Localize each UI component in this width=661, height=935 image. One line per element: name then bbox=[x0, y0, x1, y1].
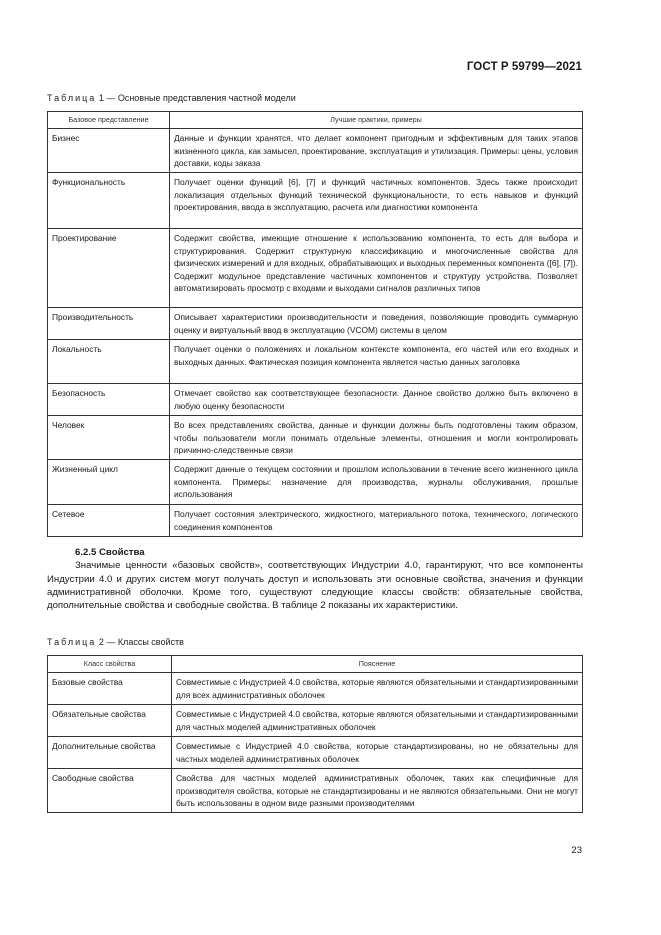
table2-row-desc: Совместимые с Индустрией 4.0 свойства, которые являются обязательными и стандартизированными для частных моделей административных оболочек bbox=[172, 705, 583, 737]
table2-col-header-class: Класс свойства bbox=[48, 656, 172, 673]
table1-row-name: Человек bbox=[48, 416, 170, 460]
table1-row-name: Бизнес bbox=[48, 129, 170, 173]
table2-header-row bbox=[48, 656, 583, 673]
table2-col-header-explanation: Пояснение bbox=[172, 656, 583, 673]
table-row bbox=[48, 673, 583, 705]
table1-col-header-practices: Лучшие практики, примеры bbox=[170, 112, 583, 129]
document-standard-number: ГОСТ Р 59799—2021 bbox=[466, 61, 582, 73]
table-basic-representations bbox=[47, 111, 583, 537]
table1-caption bbox=[47, 93, 296, 103]
table-row bbox=[48, 229, 583, 308]
table1-row-name: Безопасность bbox=[48, 384, 170, 416]
table-row bbox=[48, 416, 583, 460]
table-row bbox=[48, 173, 583, 229]
table-property-classes bbox=[47, 655, 583, 813]
table2-caption bbox=[47, 637, 184, 647]
table1-row-name: Сетевое bbox=[48, 505, 170, 537]
table-row bbox=[48, 460, 583, 505]
table-row bbox=[48, 384, 583, 416]
table-row bbox=[48, 340, 583, 384]
section-properties bbox=[47, 546, 583, 612]
table1-row-name: Производительность bbox=[48, 308, 170, 340]
table1-col-header-representation: Базовое представление bbox=[48, 112, 170, 129]
page-number: 23 bbox=[571, 845, 582, 856]
table1-row-desc: Содержит данные о текущем состоянии и прошлом использовании в течение всего жизненного цикла компонента. Примеры: назначение для производства, журналы обслуживания, прошлые использования bbox=[170, 460, 583, 505]
table1-header-row bbox=[48, 112, 583, 129]
table-row bbox=[48, 737, 583, 769]
table1-row-name: Функциональность bbox=[48, 173, 170, 229]
table-row bbox=[48, 308, 583, 340]
table-row bbox=[48, 769, 583, 813]
table1-row-desc: Данные и функции хранятся, что делает компонент пригодным и эффективным для таких этапов жизненного цикла, как замысел, проектирование, эксплуатация и утилизация. Примеры: цены, условия доставки, коды заказа bbox=[170, 129, 583, 173]
section-paragraph: Значимые ценности «базовых свойств», соответствующих Индустрии 4.0, гарантируют, что все компоненты Индустрии 4.0 и других систем могут получать доступ и использовать эти основные свойства, значения и функции административной оболочки. Кроме того, существуют следующие классы свойств: обязательные свойства, дополнительные свойства и свободные свойства. В таблице 2 показаны их характеристики. bbox=[47, 560, 583, 612]
table2-row-name: Обязательные свойства bbox=[48, 705, 172, 737]
table1-row-desc: Содержит свойства, имеющие отношение к использованию компонента, то есть для выбора и структурирования. Содержит структурную классификацию и многочисленные свойства для физических измерений и для входных, обрабатывающих и выходных переменных компонента ([6], [7]). Содержит модульное представление частичных компонентов и структуру устройства. Позволяет автоматизировать просмотр с входами и выходами сигналов различных типов bbox=[170, 229, 583, 308]
table1-row-name: Жизненный цикл bbox=[48, 460, 170, 505]
table-row bbox=[48, 705, 583, 737]
table1-row-desc: Получает оценки о положениях и локальном контексте компонента, его частей или его входных и выходных данных. Фактическая позиция компонента является частью данных заголовка bbox=[170, 340, 583, 384]
table1-row-desc: Во всех представлениях свойства, данные и функции должны быть подготовлены таким образом, чтобы пользователи могли понимать отдельные элементы, отношения и могли контролировать причинно-следственные связи bbox=[170, 416, 583, 460]
table1-row-desc: Описывает характеристики производительности и поведения, позволяющие проводить суммарную оценку и виртуальный ввод в эксплуатацию (VCOM) системы в целом bbox=[170, 308, 583, 340]
table1-row-name: Проектирование bbox=[48, 229, 170, 308]
table1-row-desc: Отмечает свойство как соответствующее безопасности. Данное свойство должно быть включено в любую оценку безопасности bbox=[170, 384, 583, 416]
table2-caption-text: 2 — Классы свойств bbox=[98, 637, 184, 647]
table2-caption-prefix: Таблица bbox=[47, 637, 97, 647]
table1-row-desc: Получает состояния электрического, жидкостного, материального потока, технического, логического соединения компонентов bbox=[170, 505, 583, 537]
table1-caption-text: 1 — Основные представления частной модели bbox=[98, 93, 296, 103]
table-row bbox=[48, 129, 583, 173]
table2-row-name: Базовые свойства bbox=[48, 673, 172, 705]
table2-row-name: Дополнительные свойства bbox=[48, 737, 172, 769]
table1-caption-prefix: Таблица bbox=[47, 93, 97, 103]
table2-row-desc: Свойства для частных моделей административных оболочек, таких как специфичные для производителя свойства, которые не стандартизированы и не являются обязательными. Они не могут быть использованы в одном виде разными производителями bbox=[172, 769, 583, 813]
table-row bbox=[48, 505, 583, 537]
table1-row-desc: Получает оценки функций [6], [7] и функций частичных компонентов. Здесь также происходит локализация отдельных функций технической функциональности, то есть навыков и функций проектирования, ввода в эксплуатацию, расчета или диагностики компонента bbox=[170, 173, 583, 229]
table2-row-desc: Совместимые с Индустрией 4.0 свойства, которые стандартизированы, но не обязательны для частных моделей административных оболочек bbox=[172, 737, 583, 769]
table2-row-name: Свободные свойства bbox=[48, 769, 172, 813]
table1-row-name: Локальность bbox=[48, 340, 170, 384]
table2-row-desc: Совместимые с Индустрией 4.0 свойства, которые являются обязательными и стандартизированными для всех административных оболочек bbox=[172, 673, 583, 705]
section-title: 6.2.5 Свойства bbox=[75, 547, 145, 558]
